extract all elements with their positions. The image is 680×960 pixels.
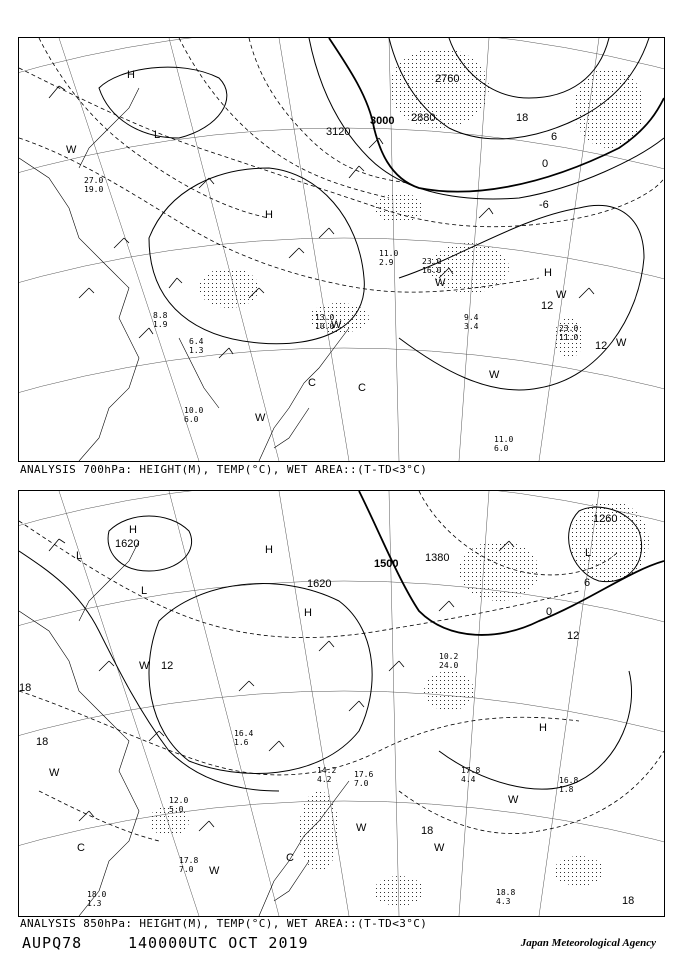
svg-text:4.2: 4.2 <box>317 775 332 784</box>
contour-label: 18 <box>622 895 635 907</box>
station-plot <box>464 313 479 331</box>
valid-time: 140000UTC OCT 2019 <box>128 934 309 952</box>
svg-text:24.0: 24.0 <box>439 661 459 670</box>
station-plots <box>84 176 578 453</box>
svg-text:10.0: 10.0 <box>315 322 335 331</box>
station-plot <box>494 435 513 453</box>
contour-label: 3000 <box>370 115 395 127</box>
station-plot <box>559 776 578 794</box>
wet-areas <box>199 48 644 358</box>
contour-label: 1620 <box>307 578 332 590</box>
svg-text:11.0: 11.0 <box>559 333 579 342</box>
svg-text:17.8: 17.8 <box>461 766 481 775</box>
svg-text:16.0: 16.0 <box>422 266 442 275</box>
svg-text:13.0: 13.0 <box>315 313 335 322</box>
svg-text:11.0: 11.0 <box>379 249 399 258</box>
contour-label: 18 <box>516 112 529 124</box>
svg-text:17.8: 17.8 <box>179 856 199 865</box>
svg-text:9.4: 9.4 <box>464 313 479 322</box>
station-plot <box>379 249 398 267</box>
svg-text:12.0: 12.0 <box>169 796 189 805</box>
contour-label: 12 <box>541 300 554 312</box>
contour-label: 6 <box>584 577 591 589</box>
svg-text:23.0: 23.0 <box>422 257 442 266</box>
svg-text:6.4: 6.4 <box>189 337 204 346</box>
station-plot <box>496 888 515 906</box>
map-panel-850hpa <box>18 490 665 917</box>
svg-text:10.0: 10.0 <box>184 406 204 415</box>
svg-text:10.2: 10.2 <box>439 652 459 661</box>
station-plot <box>439 652 458 670</box>
map-850hpa-svg <box>19 491 664 916</box>
station-plot <box>317 766 336 784</box>
center-symbol-w: W <box>508 794 519 806</box>
graticule <box>19 491 664 916</box>
map-panel-700hpa <box>18 37 665 462</box>
center-symbol-c: C <box>358 382 366 394</box>
svg-text:1.8: 1.8 <box>559 785 574 794</box>
station-plot <box>184 406 203 424</box>
center-symbol-w: W <box>255 412 266 424</box>
svg-text:23.0: 23.0 <box>559 324 579 333</box>
center-symbol-w: W <box>66 144 77 156</box>
svg-text:7.0: 7.0 <box>354 779 369 788</box>
station-plot <box>179 856 198 874</box>
map-700hpa-svg <box>19 38 664 461</box>
center-symbol-c: C <box>77 842 85 854</box>
svg-text:19.0: 19.0 <box>84 185 104 194</box>
center-symbol-w: W <box>556 289 567 301</box>
pressure-centers <box>66 69 627 424</box>
center-symbol-h: H <box>129 524 137 536</box>
svg-text:4.3: 4.3 <box>496 897 511 906</box>
contour-label: 18 <box>421 825 434 837</box>
center-symbol-l: L <box>76 550 83 562</box>
svg-text:18.8: 18.8 <box>496 888 516 897</box>
station-plot <box>153 311 168 329</box>
svg-text:18.0: 18.0 <box>87 890 107 899</box>
station-plots <box>87 652 578 908</box>
contour-label: 0 <box>546 606 553 618</box>
center-symbol-l: L <box>585 547 592 559</box>
center-symbol-c: C <box>308 377 316 389</box>
center-symbol-w: W <box>489 369 500 381</box>
center-symbol-l: L <box>141 585 148 597</box>
station-plot <box>315 313 334 331</box>
center-symbol-w: W <box>209 865 220 877</box>
contour-label: 2760 <box>435 73 460 85</box>
svg-text:27.0: 27.0 <box>84 176 104 185</box>
station-plot <box>84 176 103 194</box>
station-plot <box>559 324 578 342</box>
chart-id: AUPQ78 <box>22 934 83 952</box>
center-symbol-h: H <box>127 69 135 81</box>
center-symbol-c: C <box>286 852 294 864</box>
station-plot <box>234 729 253 747</box>
station-plot <box>461 766 480 784</box>
station-plot <box>422 257 441 275</box>
agency-name: Japan Meteorological Agency <box>520 937 656 949</box>
contour-label: 12 <box>161 660 174 672</box>
center-symbol-h: H <box>265 544 273 556</box>
contour-label: 12 <box>567 630 580 642</box>
svg-text:8.8: 8.8 <box>153 311 168 320</box>
svg-text:2.9: 2.9 <box>379 258 394 267</box>
svg-text:3.4: 3.4 <box>464 322 479 331</box>
contour-label: 1380 <box>425 552 450 564</box>
center-symbol-w: W <box>331 319 342 331</box>
svg-text:17.6: 17.6 <box>354 770 374 779</box>
contour-label: 1500 <box>374 558 399 570</box>
svg-text:16.8: 16.8 <box>559 776 579 785</box>
center-symbol-h: H <box>265 209 273 221</box>
svg-text:11.0: 11.0 <box>494 435 514 444</box>
svg-text:6.0: 6.0 <box>184 415 199 424</box>
center-symbol-h: H <box>304 607 312 619</box>
svg-text:16.4: 16.4 <box>234 729 254 738</box>
center-symbol-h: H <box>539 722 547 734</box>
svg-text:1.3: 1.3 <box>189 346 204 355</box>
station-plot <box>189 337 204 355</box>
graticule <box>19 38 664 461</box>
center-symbol-h: H <box>544 267 552 279</box>
center-symbol-w: W <box>616 337 627 349</box>
svg-text:4.4: 4.4 <box>461 775 476 784</box>
center-symbol-w: W <box>49 767 60 779</box>
center-symbol-w: W <box>356 822 367 834</box>
station-plot <box>87 890 106 908</box>
contour-label: 2880 <box>411 112 436 124</box>
contour-label: 18 <box>19 682 32 694</box>
svg-text:6.0: 6.0 <box>494 444 509 453</box>
center-symbol-w: W <box>434 842 445 854</box>
center-symbol-l: L <box>154 129 161 141</box>
contour-label: 0 <box>542 158 549 170</box>
isotherms <box>19 38 664 292</box>
contour-label: 12 <box>595 340 608 352</box>
center-symbol-w: W <box>139 660 150 672</box>
svg-text:1.6: 1.6 <box>234 738 249 747</box>
contour-label: 18 <box>36 736 49 748</box>
svg-text:5.0: 5.0 <box>169 805 184 814</box>
contour-label: 1620 <box>115 538 140 550</box>
station-plot <box>354 770 373 788</box>
contour-label: 6 <box>551 131 558 143</box>
contour-label: -6 <box>539 199 549 211</box>
svg-text:1.3: 1.3 <box>87 899 102 908</box>
svg-text:1.9: 1.9 <box>153 320 168 329</box>
contour-label: 3120 <box>326 126 351 138</box>
center-symbol-w: W <box>435 277 446 289</box>
svg-text:14.2: 14.2 <box>317 766 337 775</box>
caption-700hpa: ANALYSIS 700hPa: HEIGHT(M), TEMP(°C), WET AREA::(T-TD<3°C) <box>20 463 428 476</box>
contour-label: 1260 <box>593 513 618 525</box>
svg-text:7.0: 7.0 <box>179 865 194 874</box>
caption-850hpa: ANALYSIS 850hPa: HEIGHT(M), TEMP(°C), WET AREA::(T-TD<3°C) <box>20 917 428 930</box>
